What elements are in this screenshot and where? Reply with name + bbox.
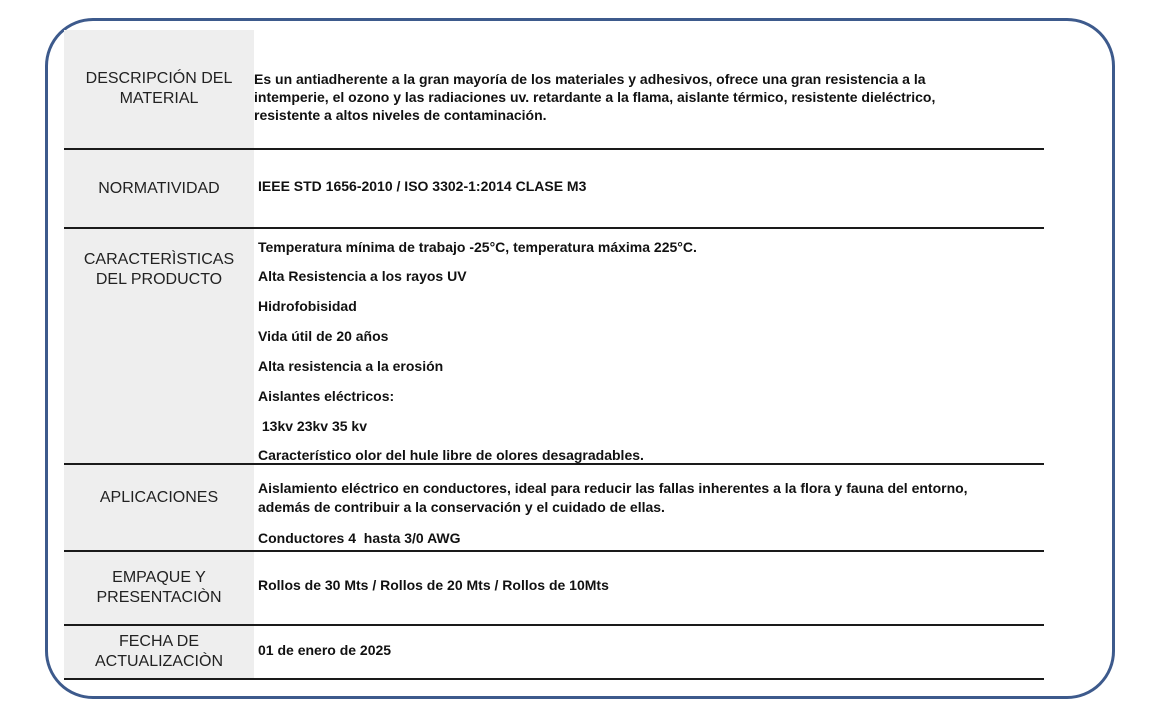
content-normatividad	[254, 150, 1044, 227]
caracteristica-item: Temperatura mínima de trabajo -25°C, temperatura máxima 225°C.	[258, 239, 697, 255]
row-normatividad	[64, 150, 1044, 229]
caracteristica-item: Característico olor del hule libre de olores desagradables.	[258, 447, 644, 463]
row-empaque	[64, 552, 1044, 626]
label-aplicaciones: APLICACIONES	[64, 465, 254, 550]
content-fecha	[254, 626, 1044, 678]
normatividad-text: IEEE STD 1656-2010 / ISO 3302-1:2014 CLASE M3	[258, 178, 587, 194]
label-descripcion: DESCRIPCIÓN DEL MATERIAL	[64, 30, 254, 148]
row-caracteristicas	[64, 229, 1044, 465]
caracteristica-item: Alta Resistencia a los rayos UV	[258, 268, 467, 284]
caracteristica-item: Aislantes eléctricos:	[258, 388, 395, 404]
caracteristica-item: 13kv 23kv 35 kv	[258, 418, 367, 434]
content-caracteristicas	[254, 229, 1044, 463]
aplicaciones-conductores: Conductores 4 hasta 3/0 AWG	[258, 530, 461, 546]
content-descripcion	[254, 30, 1044, 148]
aplicaciones-line: además de contribuir a la conservación y el cuidado de ellas.	[258, 499, 665, 515]
descripcion-line: Es un antiadherente a la gran mayoría de los materiales y adhesivos, ofrece una gran resistencia a la	[254, 71, 926, 87]
content-empaque	[254, 552, 1044, 624]
row-fecha	[64, 626, 1044, 680]
row-aplicaciones	[64, 465, 1044, 552]
content-aplicaciones	[254, 465, 1044, 550]
label-caracteristicas: CARACTERÌSTICAS DEL PRODUCTO	[64, 229, 254, 463]
caracteristica-item: Alta resistencia a la erosión	[258, 358, 444, 374]
descripcion-line: intemperie, el ozono y las radiaciones uv. retardante a la flama, aislante térmico, resistente dieléctrico,	[254, 89, 936, 105]
label-empaque: EMPAQUE Y PRESENTACIÒN	[64, 552, 254, 624]
row-descripcion	[64, 30, 1044, 150]
descripcion-line: resistente a altos niveles de contaminación.	[254, 107, 547, 123]
aplicaciones-line: Aislamiento eléctrico en conductores, ideal para reducir las fallas inherentes a la flora y fauna del entorno,	[258, 480, 968, 496]
caracteristica-item: Hidrofobisidad	[258, 298, 357, 314]
fecha-text: 01 de enero de 2025	[258, 642, 392, 658]
empaque-text: Rollos de 30 Mts / Rollos de 20 Mts / Rollos de 10Mts	[258, 577, 609, 593]
caracteristica-item: Vida útil de 20 años	[258, 328, 389, 344]
label-normatividad: NORMATIVIDAD	[64, 150, 254, 227]
label-fecha: FECHA DE ACTUALIZACIÒN	[64, 626, 254, 678]
